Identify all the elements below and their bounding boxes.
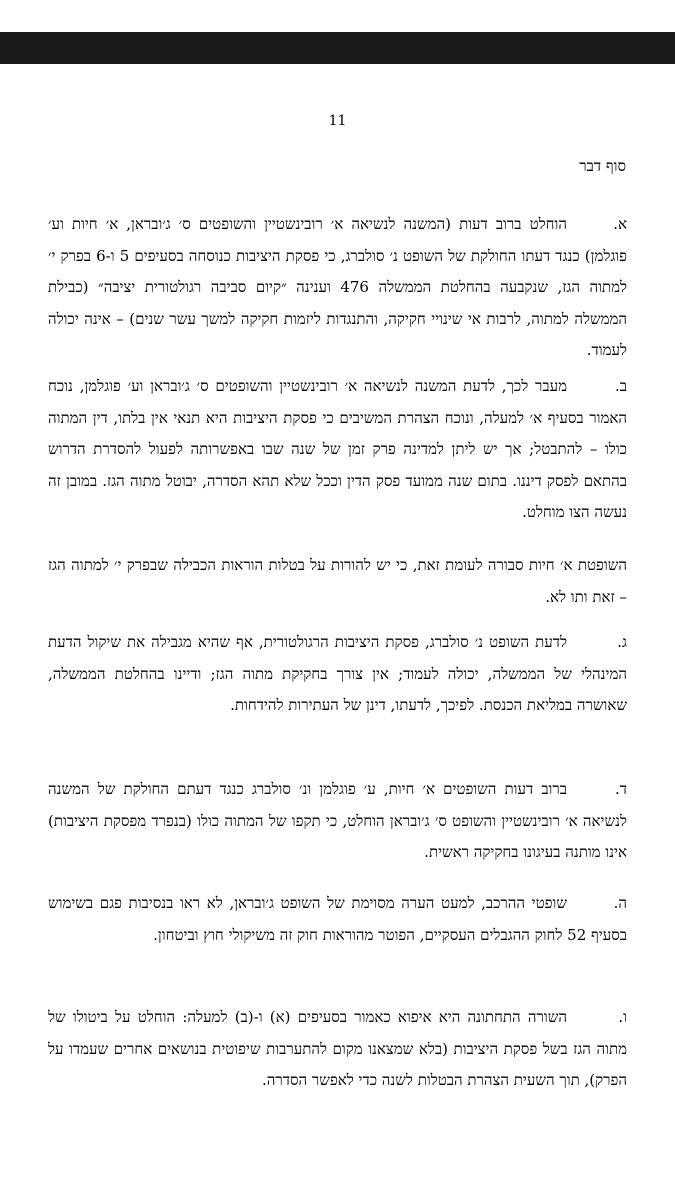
ruling-section-b xyxy=(48,371,627,529)
section-letter: ב. xyxy=(615,377,627,395)
section-letter: א. xyxy=(613,215,627,233)
section-text: הוחלט ברוב דעות (המשנה לנשיאה א׳ רובינשטיין והשופטים ס׳ ג׳ובראן, א׳ חיות וע׳ פוגלמן) כנגד דעתו החולקת של השופט נ׳ סולברג, כי פסקת היציבות כנוסחה בסעיפים 5 ו-6 בפרק י׳ למתוה הגז, שנקבעה בהחלטת הממשלה 476 וענינה ״קיום סביבה רגולטורית יציבה״ (כבילת הממשלה למתוה, לרבות אי שינויי חקיקה, והתנגדות ליזמות חקיקה למשך עשר שנים) – אינה יכולה לעמוד. xyxy=(48,215,628,359)
ruling-section-e xyxy=(48,888,627,951)
page-number: 11 xyxy=(328,113,347,129)
top-bar xyxy=(0,32,675,64)
section-text: ברוב דעות השופטים א׳ חיות, ע׳ פוגלמן ונ׳ סולברג כנגד דעתם החולקת של המשנה לנשיאה א׳ רובינשטיין והשופט ס׳ ג׳ובראן הוחלט, כי תקפו של המתוה כולו (בנפרד מפסקת היציבות) אינו מותנה בעיגונו בחקיקה ראשית. xyxy=(48,780,627,861)
section-letter: ה. xyxy=(613,894,627,912)
ruling-section-a xyxy=(48,209,627,367)
ruling-section-d xyxy=(48,774,627,869)
ruling-section-c xyxy=(48,627,627,722)
section-text: לדעת השופט נ׳ סולברג, פסקת היציבות הרגולטורית, אף שהיא מגבילה את שיקול הדעת המינהלי של הממשלה, יכולה לעמוד; אין צורך בחקיקת מתוה הגז; ודיינו בהחלטת הממשלה, שאושרה במליאת הכנסת. לפיכך, לדעתו, דינן של העתירות להידחות. xyxy=(48,633,627,714)
section-letter: ד. xyxy=(615,780,627,798)
ruling-section-f xyxy=(48,1002,627,1097)
section-letter: ו. xyxy=(618,1008,627,1026)
section-text: מעבר לכך, לדעת המשנה לנשיאה א׳ רובינשטיין והשופטים ס׳ ג׳ובראן וע׳ פוגלמן, נוכח האמור בסעיף א׳ למעלה, ונוכח הצהרת המשיבים כי פסקת היציבות היא תנאי אין בלתו, דין המתוה כולו – להתבטל; אך יש ליתן למדינה פרק זמן של שנה שבו באפשרותה לפעול להסדרת הדרוש בהתאם לפסק דיננו. בתום שנה ממועד פסק הדין וככל שלא תהא הסדרה, יבוטל מתוה הגז. במובן זה נעשה הצו מוחלט. xyxy=(48,377,627,521)
closing-title: סוף דבר xyxy=(579,157,626,175)
section-letter: ג. xyxy=(617,633,627,651)
section-text: שופטי ההרכב, למעט הערה מסוימת של השופט ג׳ובראן, לא ראו בנסיבות פגם בשימוש בסעיף 52 לחוק ההגבלים העסקיים, הפוטר מהוראות חוק זה משיקולי חוץ וביטחון. xyxy=(48,894,627,944)
ruling-section-b-dissent xyxy=(48,550,627,613)
section-text: השופטת א׳ חיות סבורה לעומת זאת, כי יש להורות על בטלות הוראות הכבילה שבפרק י׳ למתוה הגז – זאת ותו לא. xyxy=(48,556,627,606)
section-text: השורה התחתונה היא איפוא כאמור בסעיפים (א) ו-(ב) למעלה: הוחלט על ביטולו של מתוה הגז בשל פסקת היציבות (בלא שמצאנו מקום להתערבות שיפוטית בנושאים אחרים שעמדו על הפרק), תוך השעית הצהרת הבטלות לשנה כדי לאפשר הסדרה. xyxy=(48,1008,627,1089)
